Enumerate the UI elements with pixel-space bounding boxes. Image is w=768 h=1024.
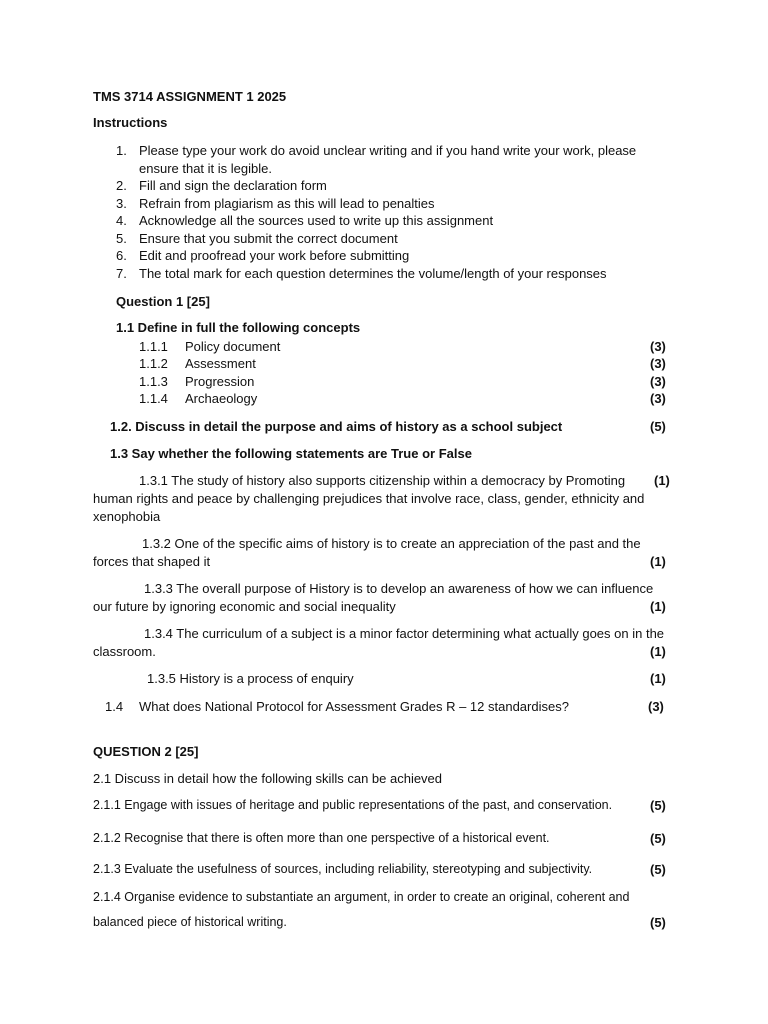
question-1-heading: Question 1 [25] <box>116 294 210 309</box>
list-item-number: 3. <box>116 196 127 211</box>
mark-allocation: (3) <box>650 374 666 389</box>
mark-allocation: (1) <box>650 644 666 659</box>
mark-allocation: (1) <box>650 554 666 569</box>
mark-allocation: (3) <box>650 391 666 406</box>
mark-allocation: (5) <box>650 419 666 434</box>
mark-allocation: (1) <box>650 671 666 686</box>
skill-2-1-3: 2.1.3 Evaluate the usefulness of sources, including reliability, stereotyping and subjectivity. <box>93 862 593 876</box>
mark-allocation: (5) <box>650 831 666 846</box>
statement-1-3-3: 1.3.3 The overall purpose of History is to develop an awareness of how we can influence <box>144 581 654 596</box>
statement-1-3-2-continued: forces that shaped it <box>93 554 211 569</box>
sub-item-number: 1.1.1 <box>139 339 168 354</box>
question-2-heading: QUESTION 2 [25] <box>93 744 199 759</box>
mark-allocation: (3) <box>650 356 666 371</box>
mark-allocation: (5) <box>650 798 666 813</box>
list-item-number: 2. <box>116 178 127 193</box>
mark-allocation: (5) <box>650 862 666 877</box>
statement-1-3-1-continued: human rights and peace by challenging prejudices that involve race, class, gender, ethnicity and <box>93 491 645 506</box>
section-1-1-heading: 1.1 Define in full the following concepts <box>116 320 361 335</box>
list-item: Edit and proofread your work before submitting <box>139 248 410 263</box>
sub-item: Archaeology <box>185 391 258 406</box>
document-title: TMS 3714 ASSIGNMENT 1 2025 <box>93 89 287 104</box>
mark-allocation: (3) <box>650 339 666 354</box>
statement-1-3-2: 1.3.2 One of the specific aims of history is to create an appreciation of the past and the <box>142 536 641 551</box>
list-item-number: 4. <box>116 213 127 228</box>
sub-item: Policy document <box>185 339 281 354</box>
statement-1-3-5: 1.3.5 History is a process of enquiry <box>147 671 354 686</box>
statement-1-3-3-continued: our future by ignoring economic and social inequality <box>93 599 396 614</box>
statement-1-3-1: 1.3.1 The study of history also supports citizenship within a democracy by Promoting <box>139 473 626 488</box>
mark-allocation: (5) <box>650 915 666 930</box>
list-item-number: 5. <box>116 231 127 246</box>
sub-item: Assessment <box>185 356 256 371</box>
section-1-2-question: 1.2. Discuss in detail the purpose and aims of history as a school subject <box>110 419 563 434</box>
list-item-number: 7. <box>116 266 127 281</box>
list-item: The total mark for each question determines the volume/length of your responses <box>139 266 607 281</box>
skill-2-1-2: 2.1.2 Recognise that there is often more than one perspective of a historical event. <box>93 831 550 845</box>
question-1-4: What does National Protocol for Assessment Grades R – 12 standardises? <box>139 699 569 714</box>
sub-item-number: 1.1.4 <box>139 391 168 406</box>
mark-allocation: (1) <box>654 473 670 488</box>
section-1-3-heading: 1.3 Say whether the following statements are True or False <box>110 446 472 461</box>
list-item: Acknowledge all the sources used to write up this assignment <box>139 213 494 228</box>
list-item-number: 6. <box>116 248 127 263</box>
mark-allocation: (3) <box>648 699 664 714</box>
list-item: Fill and sign the declaration form <box>139 178 327 193</box>
skill-2-1-1: 2.1.1 Engage with issues of heritage and public representations of the past, and conservation. <box>93 798 613 812</box>
question-1-4-number: 1.4 <box>105 699 124 714</box>
statement-1-3-4: 1.3.4 The curriculum of a subject is a minor factor determining what actually goes on in the <box>144 626 665 641</box>
statement-1-3-1-continued: xenophobia <box>93 509 161 524</box>
section-2-1-intro: 2.1 Discuss in detail how the following skills can be achieved <box>93 771 443 786</box>
instructions-heading: Instructions <box>93 115 168 130</box>
list-item: Ensure that you submit the correct document <box>139 231 398 246</box>
statement-1-3-4-continued: classroom. <box>93 644 156 659</box>
list-item-continued: ensure that it is legible. <box>139 161 272 176</box>
sub-item-number: 1.1.2 <box>139 356 168 371</box>
skill-2-1-4-continued: balanced piece of historical writing. <box>93 915 287 929</box>
sub-item-number: 1.1.3 <box>139 374 168 389</box>
list-item-number: 1. <box>116 143 127 158</box>
sub-item: Progression <box>185 374 255 389</box>
skill-2-1-4: 2.1.4 Organise evidence to substantiate an argument, in order to create an original, coherent and <box>93 890 630 904</box>
mark-allocation: (1) <box>650 599 666 614</box>
list-item: Refrain from plagiarism as this will lead to penalties <box>139 196 435 211</box>
list-item: Please type your work do avoid unclear writing and if you hand write your work, please <box>139 143 637 158</box>
